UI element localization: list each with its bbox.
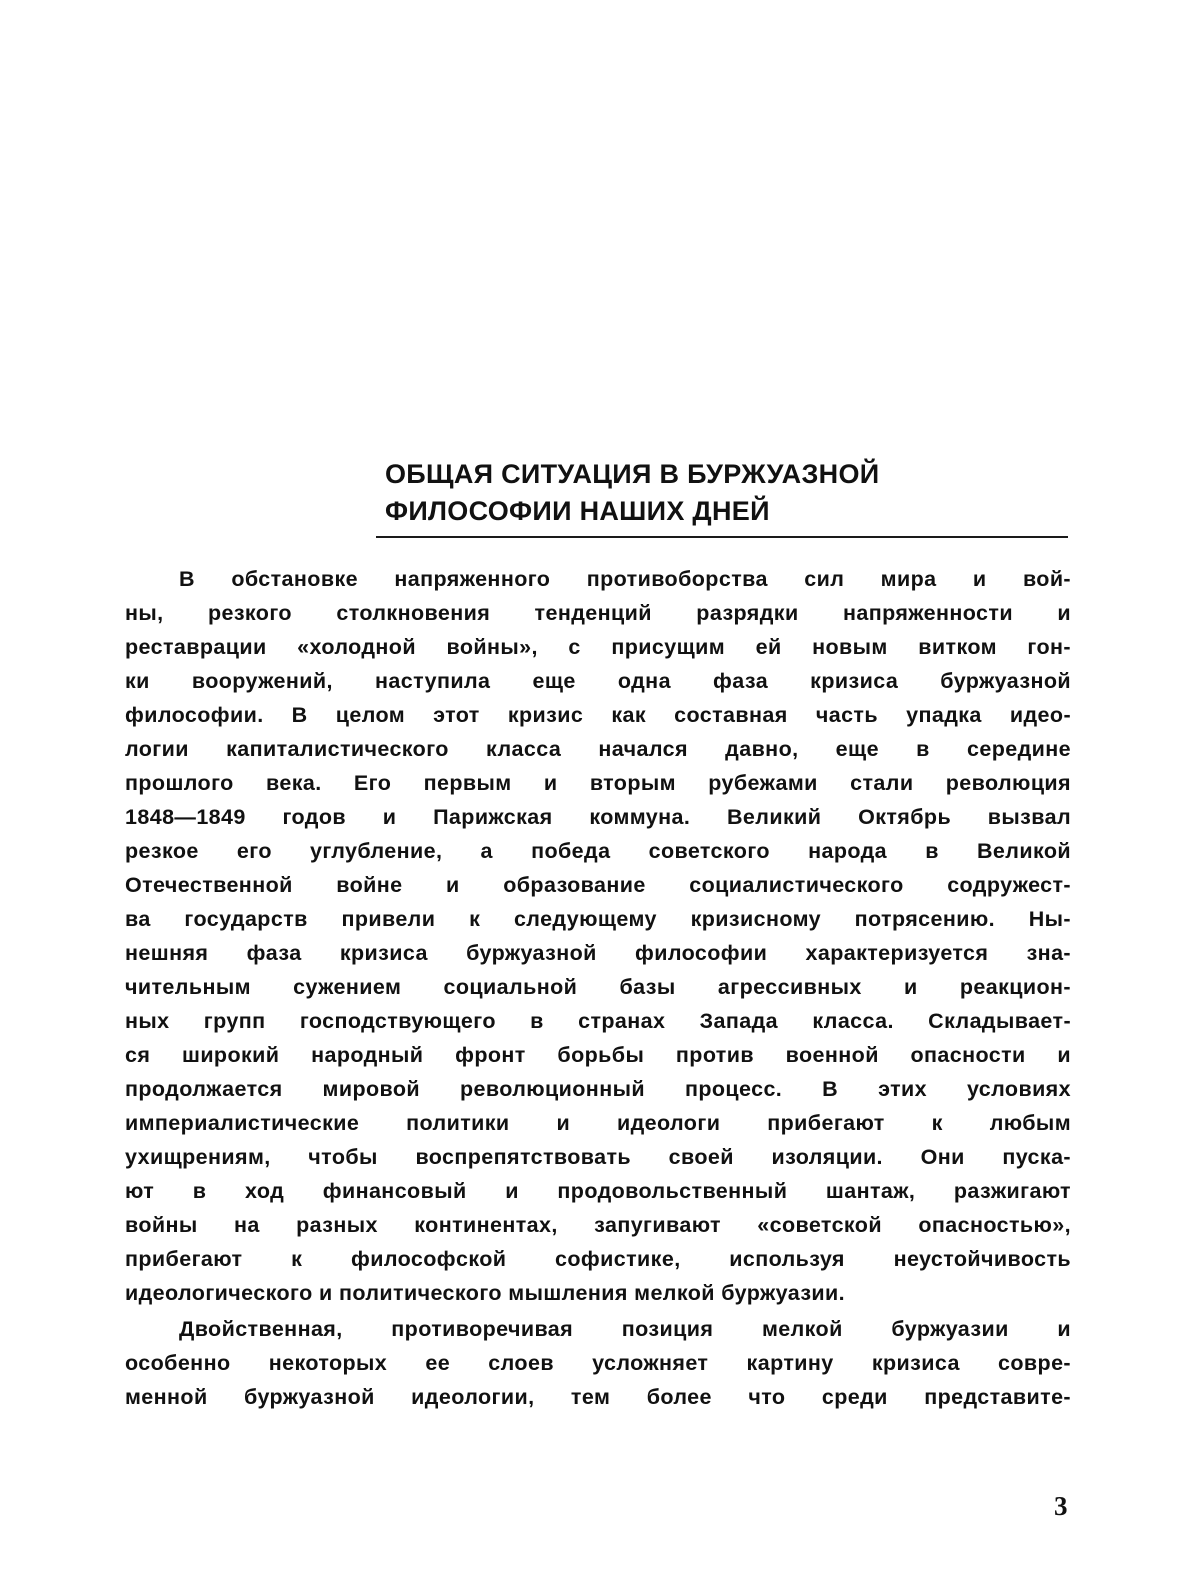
text-line: чительным сужением социальной базы агрессивных и реакцион- bbox=[125, 975, 1071, 999]
text-line: ухищрениям, чтобы воспрепятствовать своей изоляции. Они пуска- bbox=[125, 1145, 1071, 1169]
text-line: ся широкий народный фронт борьбы против военной опасности и bbox=[125, 1043, 1071, 1067]
text-line: 1848—1849 годов и Парижская коммуна. Великий Октябрь вызвал bbox=[125, 805, 1071, 829]
chapter-title-line-1: ОБЩАЯ СИТУАЦИЯ В БУРЖУАЗНОЙ bbox=[385, 459, 880, 489]
text-line: резкое его углубление, а победа советского народа в Великой bbox=[125, 839, 1071, 863]
chapter-title-line-2: ФИЛОСОФИИ НАШИХ ДНЕЙ bbox=[385, 496, 770, 526]
text-line: менной буржуазной идеологии, тем более что среди представите- bbox=[125, 1385, 1071, 1409]
text-line: войны на разных континентах, запугивают «советской опасностью», bbox=[125, 1213, 1071, 1237]
text-line: ва государств привели к следующему кризисному потрясению. Ны- bbox=[125, 907, 1071, 931]
body-text bbox=[125, 562, 1071, 1414]
text-line: философии. В целом этот кризис как составная часть упадка идео- bbox=[125, 703, 1071, 727]
paragraph-1 bbox=[125, 562, 1071, 1310]
text-line: В обстановке напряженного противоборства сил мира и вой- bbox=[179, 567, 1071, 591]
text-line: Двойственная, противоречивая позиция мелкой буржуазии и bbox=[179, 1317, 1071, 1341]
text-line: идеологического и политического мышления мелкой буржуазии. bbox=[125, 1281, 846, 1305]
text-line: продолжается мировой революционный процесс. В этих условиях bbox=[125, 1077, 1071, 1101]
text-line: логии капиталистического класса начался давно, еще в середине bbox=[125, 737, 1071, 761]
text-line: ных групп господствующего в странах Запада класса. Складывает- bbox=[125, 1009, 1071, 1033]
text-line: прибегают к философской софистике, используя неустойчивость bbox=[125, 1247, 1071, 1271]
text-line: особенно некоторых ее слоев усложняет картину кризиса совре- bbox=[125, 1351, 1071, 1375]
text-line: ют в ход финансовый и продовольственный шантаж, разжигают bbox=[125, 1179, 1071, 1203]
text-line: империалистические политики и идеологи прибегают к любым bbox=[125, 1111, 1071, 1135]
paragraph-2 bbox=[125, 1312, 1071, 1414]
text-line: ны, резкого столкновения тенденций разрядки напряженности и bbox=[125, 601, 1071, 625]
text-line: ки вооружений, наступила еще одна фаза кризиса буржуазной bbox=[125, 669, 1071, 693]
text-line: Отечественной войне и образование социалистического содружест- bbox=[125, 873, 1071, 897]
title-underline-rule bbox=[376, 536, 1068, 538]
chapter-title bbox=[385, 456, 945, 530]
page-number: 3 bbox=[1054, 1491, 1068, 1521]
text-line: нешняя фаза кризиса буржуазной философии характеризуется зна- bbox=[125, 941, 1071, 965]
text-line: прошлого века. Его первым и вторым рубежами стали революция bbox=[125, 771, 1071, 795]
text-line: реставрации «холодной войны», с присущим ей новым витком гон- bbox=[125, 635, 1071, 659]
